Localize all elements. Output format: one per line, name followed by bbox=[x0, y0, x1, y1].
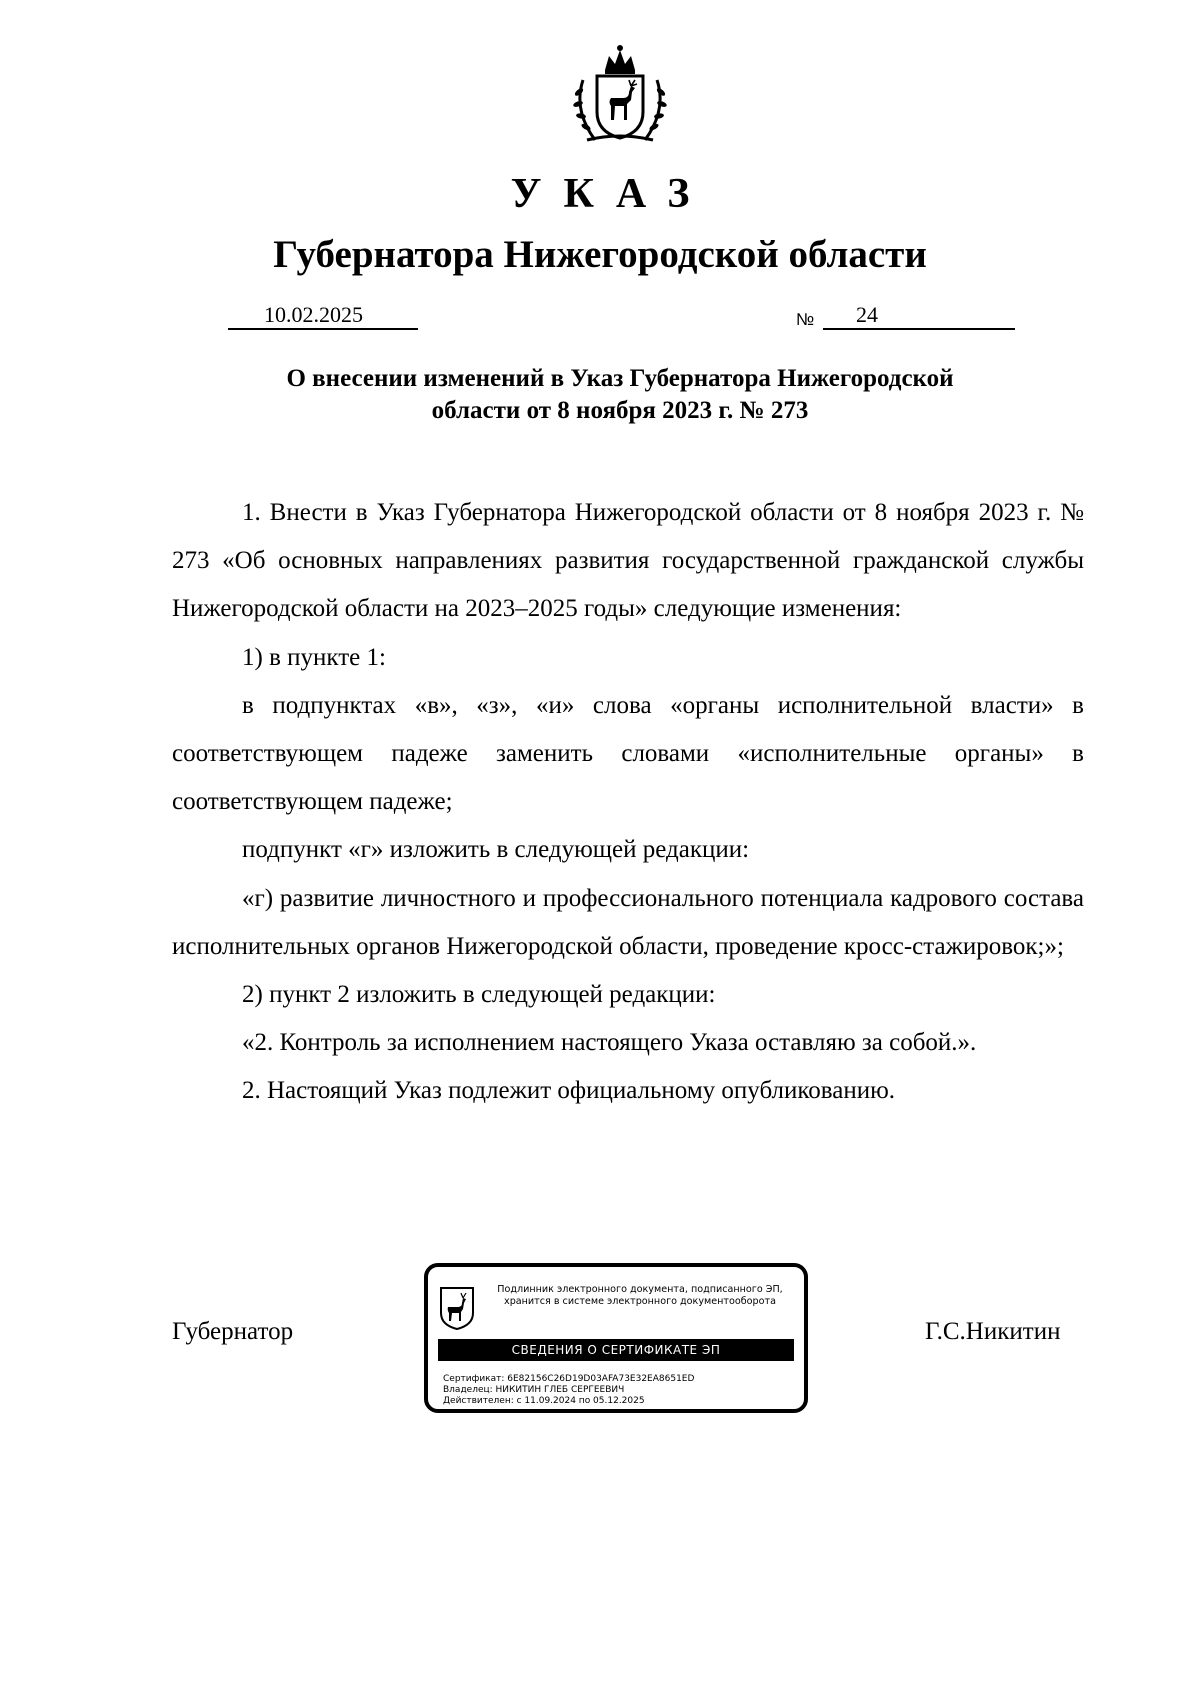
paragraph: 2. Настоящий Указ подлежит официальному опубликованию. bbox=[242, 1077, 896, 1105]
stamp-header-bar: СВЕДЕНИЯ О СЕРТИФИКАТЕ ЭП bbox=[438, 1339, 794, 1361]
document-body bbox=[172, 489, 1084, 1116]
paragraph: подпункт «г» изложить в следующей редакции: bbox=[242, 836, 750, 864]
stamp-note-line: Подлинник электронного документа, подписанного ЭП, bbox=[497, 1284, 783, 1295]
document-title bbox=[220, 363, 1020, 427]
issuer-title: Губернатора Нижегородской области bbox=[273, 233, 927, 276]
document-type: УКАЗ bbox=[510, 171, 712, 217]
signatory-name: Г.С.Никитин bbox=[925, 1318, 1061, 1345]
document-date: 10.02.2025 bbox=[228, 302, 418, 330]
paragraph: «2. Контроль за исполнением настоящего Указа оставляю за собой.». bbox=[242, 1029, 977, 1057]
deer-emblem-icon bbox=[438, 1285, 476, 1331]
certificate-validity: Действителен: с 11.09.2024 по 05.12.2025 bbox=[443, 1396, 645, 1406]
electronic-signature-stamp bbox=[424, 1263, 808, 1413]
coat-of-arms-icon bbox=[565, 40, 675, 150]
certificate-serial: Сертификат: 6E82156C26D19D03AFA73E32EA8651ED bbox=[443, 1374, 695, 1384]
document-number: 24 bbox=[823, 302, 1015, 330]
signatory-position: Губернатор bbox=[172, 1318, 294, 1345]
number-sign: № bbox=[796, 310, 815, 329]
certificate-owner: Владелец: НИКИТИН ГЛЕБ СЕРГЕЕВИЧ bbox=[443, 1385, 625, 1395]
paragraph: «г) развитие личностного и профессионального потенциала кадрового состава исполнительных органов Нижегородской области, проведение кросс-стажировок;»; bbox=[172, 884, 1084, 960]
paragraph: в подпунктах «в», «з», «и» слова «органы исполнительной власти» в соответствующем падеже заменить словами «исполнительные органы» в соответствующем падеже; bbox=[172, 691, 1084, 816]
paragraph: 1. Внести в Указ Губернатора Нижегородской области от 8 ноября 2023 г. № 273 «Об основных направлениях развития государственной гражданской службы Нижегородской области на 2023–2025 годы» следующие изменения: bbox=[172, 499, 1084, 623]
document-title-line: области от 8 ноября 2023 г. № 273 bbox=[431, 397, 809, 424]
paragraph: 1) в пункте 1: bbox=[242, 643, 386, 671]
stamp-note bbox=[480, 1284, 800, 1308]
stamp-note-line: хранится в системе электронного документооборота bbox=[504, 1296, 776, 1307]
paragraph: 2) пункт 2 изложить в следующей редакции: bbox=[242, 981, 716, 1009]
certificate-details bbox=[443, 1374, 694, 1407]
document-title-line: О внесении изменений в Указ Губернатора Нижегородской bbox=[286, 365, 954, 392]
